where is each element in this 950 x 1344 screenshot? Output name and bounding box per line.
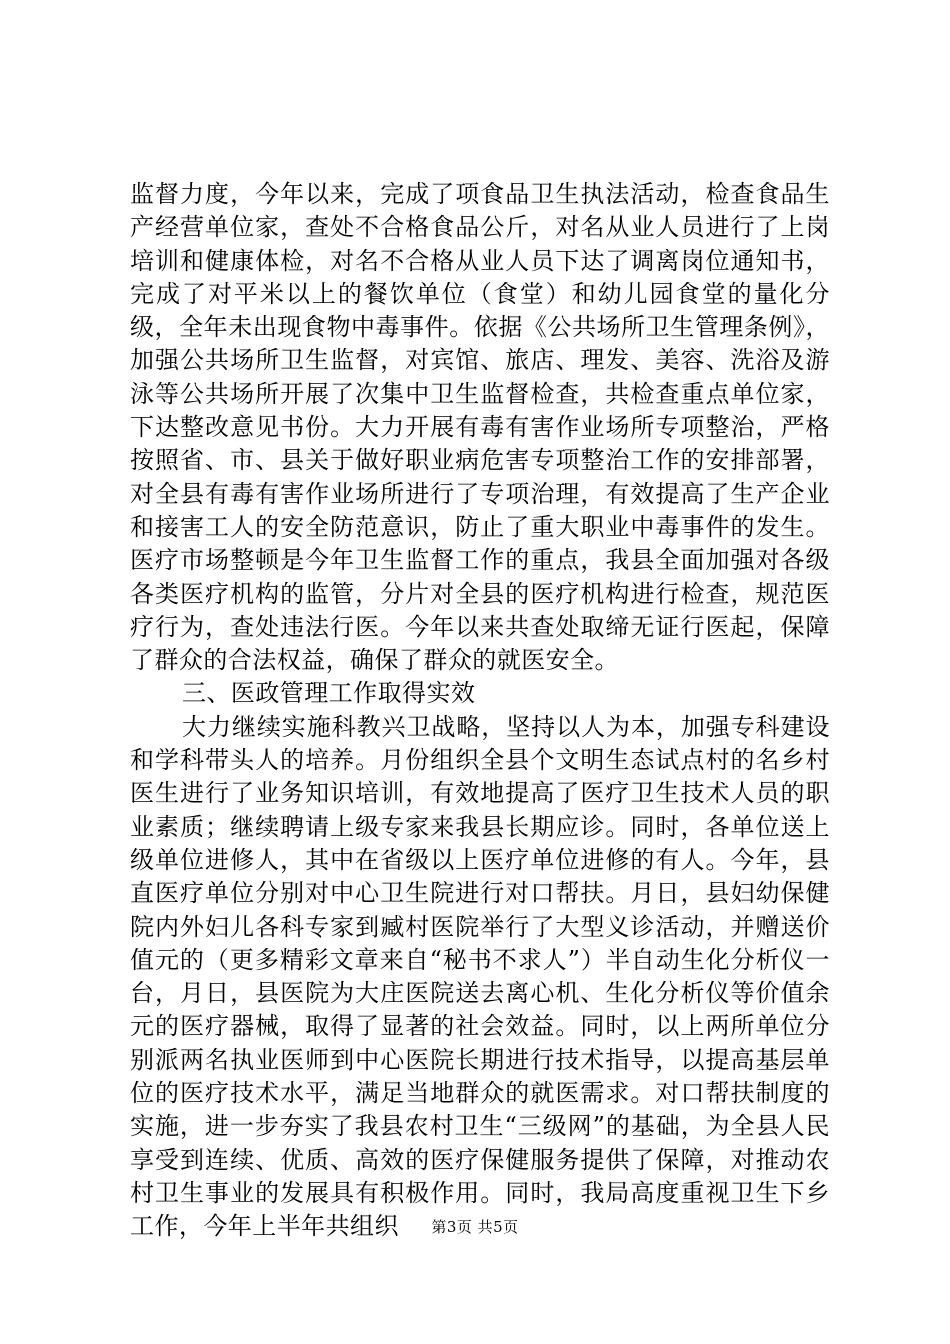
- body-paragraph-2: 大力继续实施科教兴卫战略，坚持以人为本，加强专科建设和学科带头人的培养。月份组织全县个文明生态试点村的名乡村医生进行了业务知识培训，有效地提高了医疗卫生技术人员的职业素质；继续聘请上级专家来我县长期应诊。同时，各单位送上级单位进修人，其中在省级以上医疗单位进修的有人。今年，县直医疗单位分别对中心卫生院进行对口帮扶。月日，县妇幼保健院内外妇儿各科专家到臧村医院举行了大型义诊活动，并赠送价值元的（更多精彩文章来自“秘书不求人”）半自动生化分析仪一台，月日，县医院为大庄医院送去离心机、生化分析仪等价值余元的医疗器械，取得了显著的社会效益。同时，以上两所单位分别派两名执业医师到中心医院长期进行技术指导，以提高基层单位的医疗技术水平，满足当地群众的就医需求。对口帮扶制度的实施，进一步夯实了我县农村卫生“三级网”的基础，为全县人民享受到连续、优质、高效的医疗保健服务提供了保障，对推动农村卫生事业的发展具有积极作用。同时，我局高度重视卫生下乡工作，今年上半年共组织: [130, 712, 830, 1241]
- page-number-footer: 第3页 共5页: [431, 1218, 519, 1236]
- document-body: [130, 178, 830, 1244]
- body-paragraph-1: 监督力度，今年以来，完成了项食品卫生执法活动，检查食品生产经营单位家，查处不合格食品公斤，对名从业人员进行了上岗培训和健康体检，对名不合格从业人员下达了调离岗位通知书，完成了对平米以上的餐饮单位（食堂）和幼儿园食堂的量化分级，全年未出现食物中毒事件。依据《公共场所卫生管理条例》，加强公共场所卫生监督，对宾馆、旅店、理发、美容、洗浴及游泳等公共场所开展了次集中卫生监督检查，共检查重点单位家，下达整改意见书份。大力开展有毒有害作业场所专项整治，严格按照省、市、县关于做好职业病危害专项整治工作的安排部署，对全县有毒有害作业场所进行了专项治理，有效提高了生产企业和接害工人的安全防范意识，防止了重大职业中毒事件的发生。医疗市场整顿是今年卫生监督工作的重点，我县全面加强对各级各类医疗机构的监管，分片对全县的医疗机构进行检查，规范医疗行为，查处违法行医。今年以来共查处取缔无证行医起，保障了群众的合法权益，确保了群众的就医安全。: [130, 180, 830, 675]
- section-heading: 三、医政管理工作取得实效: [182, 679, 476, 708]
